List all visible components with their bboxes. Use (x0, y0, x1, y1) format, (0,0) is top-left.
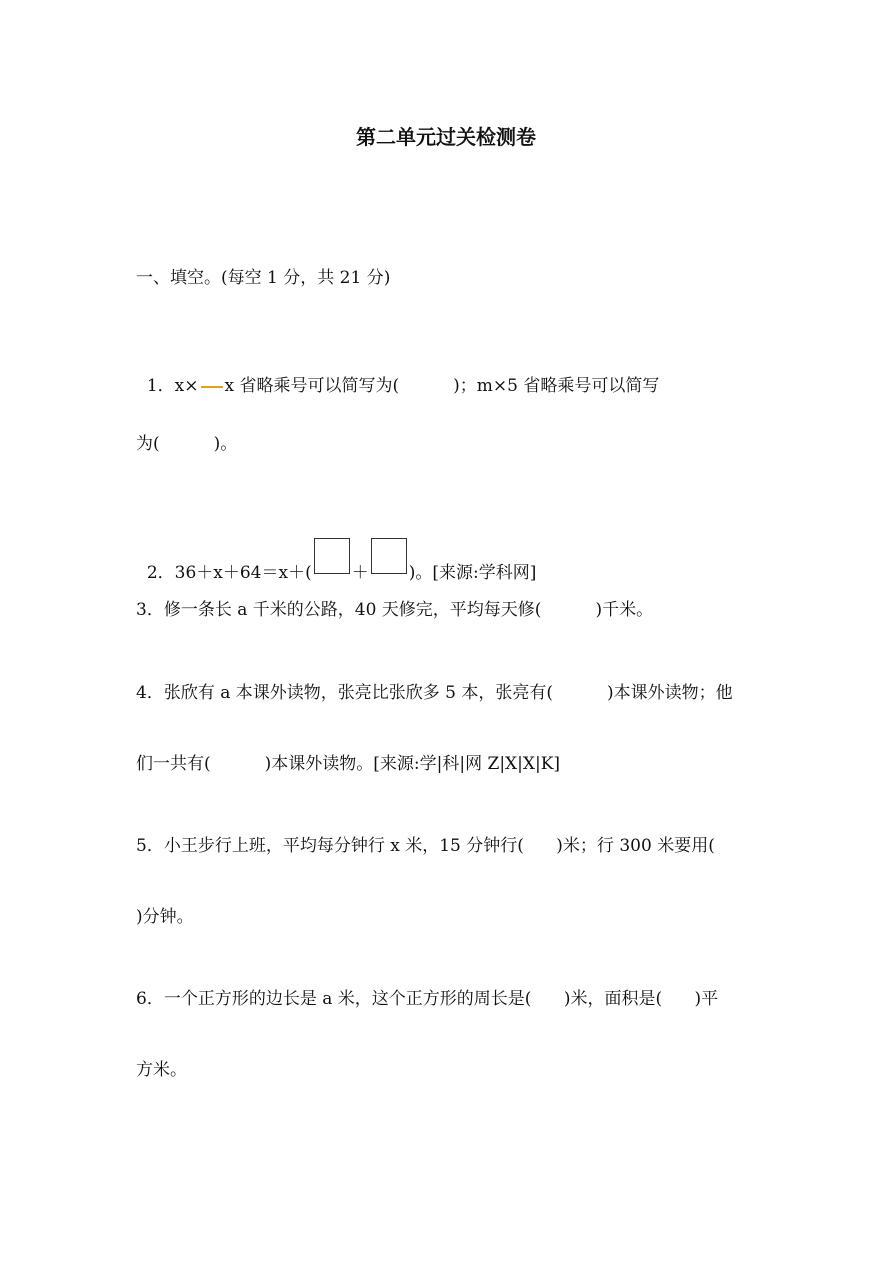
question-1-line-2: 为( )。 (136, 434, 238, 454)
answer-box-1[interactable] (314, 538, 350, 574)
question-2-prefix: 2．36＋x＋64＝x＋( (146, 563, 312, 583)
question-6-line-1: 6．一个正方形的边长是 a 米，这个正方形的周长是( )米，面积是( )平 (136, 989, 719, 1009)
question-2 (136, 524, 536, 585)
section-heading: 一、填空。(每空 1 分，共 21 分) (136, 268, 391, 288)
question-6-line-2: 方米。 (136, 1060, 187, 1080)
question-3: 3．修一条长 a 千米的公路，40 天修完，平均每天修( )千米。 (136, 600, 654, 620)
answer-box-2[interactable] (371, 538, 407, 574)
question-2-plus: ＋ (351, 563, 369, 583)
question-1-line-1 (136, 350, 659, 398)
question-4-line-1: 4．张欣有 a 本课外读物，张亮比张欣多 5 本，张亮有( )本课外读物；他 (136, 683, 733, 703)
question-4-line-2: 们一共有( )本课外读物。[来源:学|科|网 Z|X|X|K] (136, 754, 561, 774)
question-5-line-2: )分钟。 (136, 907, 194, 927)
question-1-text: x 省略乘号可以简写为( )；m×5 省略乘号可以简写 (224, 376, 660, 396)
answer-blank[interactable] (201, 385, 223, 388)
question-1-prefix: 1．x× (146, 376, 199, 396)
question-5-line-1: 5．小王步行上班，平均每分钟行 x 米，15 分钟行( )米；行 300 米要用( (136, 836, 715, 856)
page-title: 第二单元过关检测卷 (356, 125, 536, 149)
question-2-suffix: )。[来源:学科网] (408, 563, 537, 583)
